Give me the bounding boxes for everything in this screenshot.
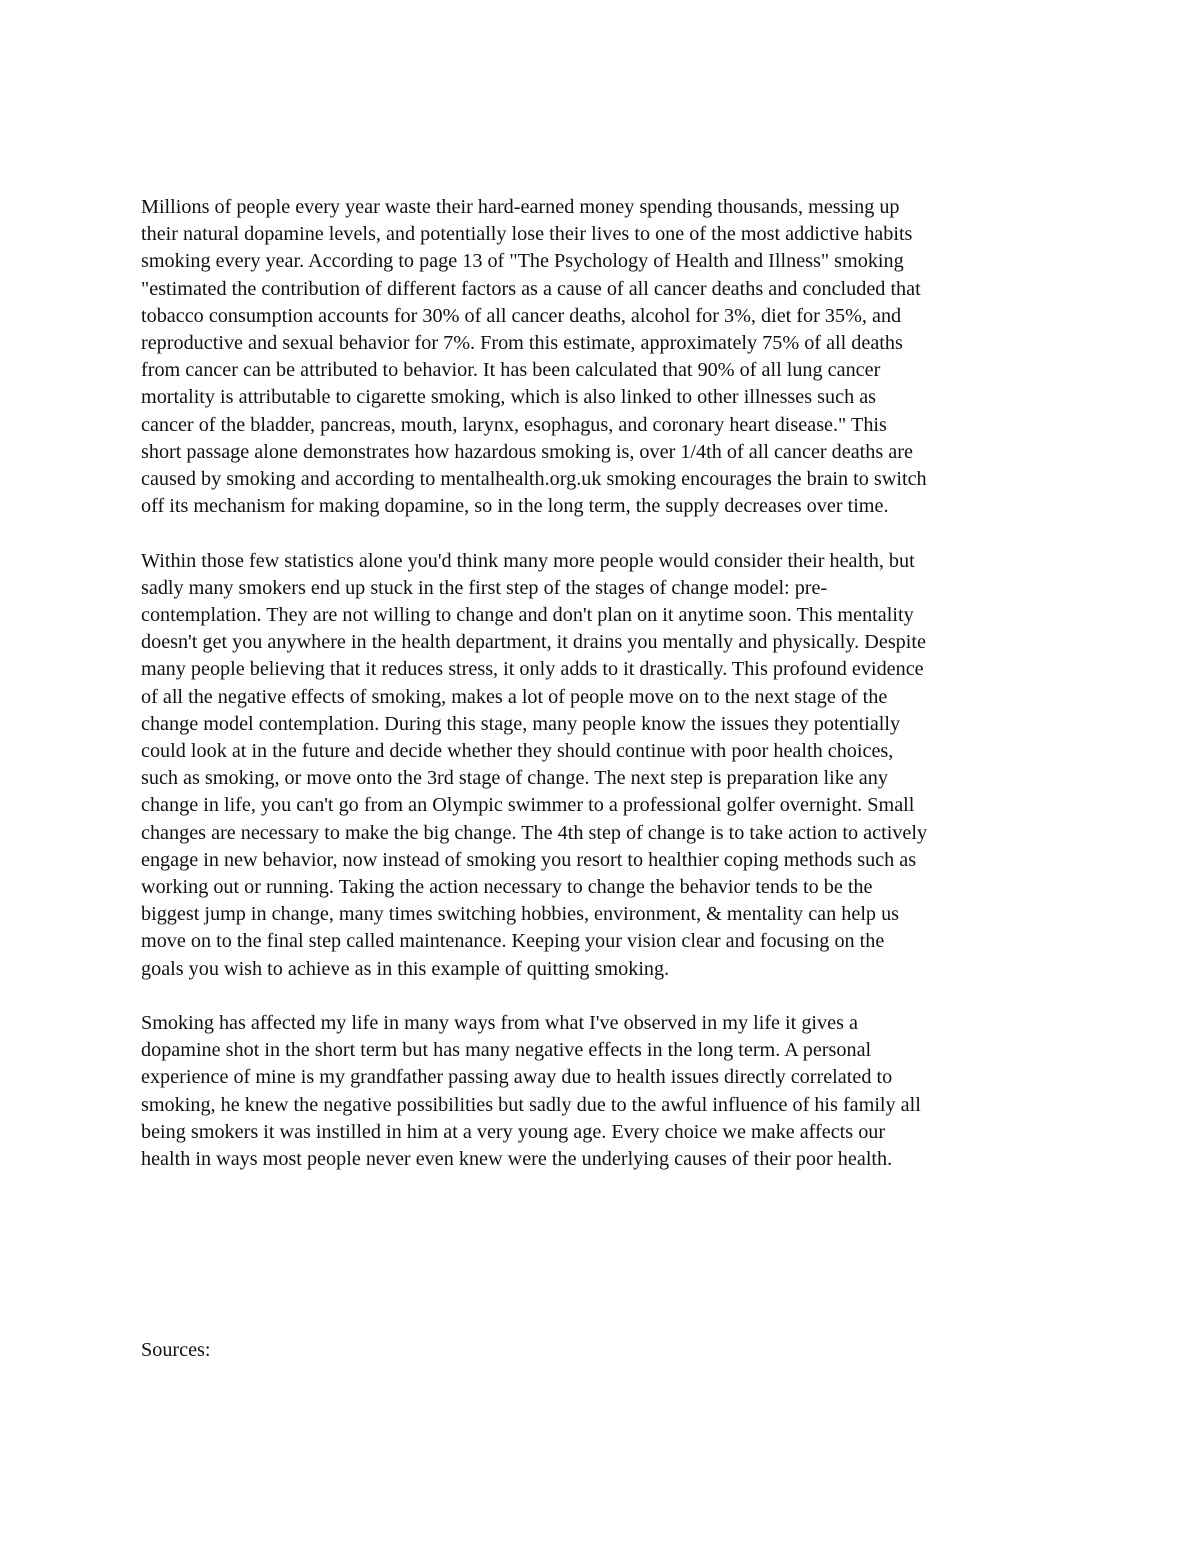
- paragraph-line: smoking every year. According to page 13 of "The Psychology of Health and Illness" smoking: [141, 250, 904, 273]
- paragraph-line: sadly many smokers end up stuck in the first step of the stages of change model: pre-: [141, 576, 828, 599]
- paragraph-line: dopamine shot in the short term but has many negative effects in the long term. A personal: [141, 1039, 872, 1062]
- paragraph-line: engage in new behavior, now instead of smoking you resort to healthier coping methods such as: [141, 848, 917, 871]
- paragraph-line: Smoking has affected my life in many ways from what I've observed in my life it gives a: [141, 1012, 858, 1035]
- paragraph-line: health in ways most people never even knew were the underlying causes of their poor health.: [141, 1148, 893, 1171]
- paragraph-line: could look at in the future and decide whether they should continue with poor health choices,: [141, 740, 894, 763]
- paragraph-line: move on to the final step called maintenance. Keeping your vision clear and focusing on the: [141, 930, 885, 953]
- paragraph-line: working out or running. Taking the action necessary to change the behavior tends to be the: [141, 876, 873, 899]
- paragraph-line: caused by smoking and according to mentalhealth.org.uk smoking encourages the brain to switch: [141, 468, 927, 491]
- paragraph-line: "estimated the contribution of different factors as a cause of all cancer deaths and concluded that: [141, 277, 921, 300]
- paragraph-line: their natural dopamine levels, and potentially lose their lives to one of the most addictive habits: [141, 223, 913, 246]
- document-body: [141, 194, 1066, 1200]
- paragraph-line: tobacco consumption accounts for 30% of all cancer deaths, alcohol for 3%, diet for 35%, and: [141, 304, 902, 327]
- paragraph-line: change in life, you can't go from an Olympic swimmer to a professional golfer overnight. Small: [141, 794, 915, 817]
- paragraph-2: [141, 548, 1066, 983]
- paragraph-line: reproductive and sexual behavior for 7%. From this estimate, approximately 75% of all deaths: [141, 332, 903, 355]
- paragraph-line: Millions of people every year waste their hard-earned money spending thousands, messing up: [141, 196, 900, 218]
- paragraph-line: experience of mine is my grandfather passing away due to health issues directly correlated to: [141, 1066, 893, 1089]
- paragraph-line: doesn't get you anywhere in the health department, it drains you mentally and physically. Despite: [141, 631, 926, 654]
- paragraph-line: smoking, he knew the negative possibilities but sadly due to the awful influence of his family all: [141, 1093, 921, 1116]
- paragraph-line: contemplation. They are not willing to change and don't plan on it anytime soon. This mentality: [141, 604, 914, 627]
- paragraph-line: change model contemplation. During this stage, many people know the issues they potentially: [141, 712, 901, 735]
- paragraph-line: being smokers it was instilled in him at a very young age. Every choice we make affects our: [141, 1120, 886, 1143]
- paragraph-line: goals you wish to achieve as in this example of quitting smoking.: [141, 957, 670, 980]
- paragraph-line: cancer of the bladder, pancreas, mouth, larynx, esophagus, and coronary heart disease." This: [141, 413, 887, 436]
- paragraph-line: off its mechanism for making dopamine, so in the long term, the supply decreases over time.: [141, 495, 889, 518]
- paragraph-line: biggest jump in change, many times switching hobbies, environment, & mentality can help us: [141, 903, 900, 926]
- paragraph-3: [141, 1010, 1066, 1173]
- sources-label: Sources:: [141, 1339, 211, 1361]
- paragraph-1: [141, 194, 1066, 520]
- paragraph-line: mortality is attributable to cigarette smoking, which is also linked to other illnesses such as: [141, 386, 877, 409]
- paragraph-line: of all the negative effects of smoking, makes a lot of people move on to the next stage of the: [141, 685, 888, 708]
- paragraph-line: changes are necessary to make the big change. The 4th step of change is to take action to actively: [141, 821, 928, 844]
- paragraph-line: many people believing that it reduces stress, it only adds to it drastically. This profound evidence: [141, 658, 924, 681]
- paragraph-line: Within those few statistics alone you'd think many more people would consider their health, but: [141, 549, 915, 572]
- paragraph-line: such as smoking, or move onto the 3rd stage of change. The next step is preparation like any: [141, 767, 888, 790]
- paragraph-line: from cancer can be attributed to behavior. It has been calculated that 90% of all lung cancer: [141, 359, 881, 382]
- paragraph-line: short passage alone demonstrates how hazardous smoking is, over 1/4th of all cancer deaths are: [141, 440, 913, 463]
